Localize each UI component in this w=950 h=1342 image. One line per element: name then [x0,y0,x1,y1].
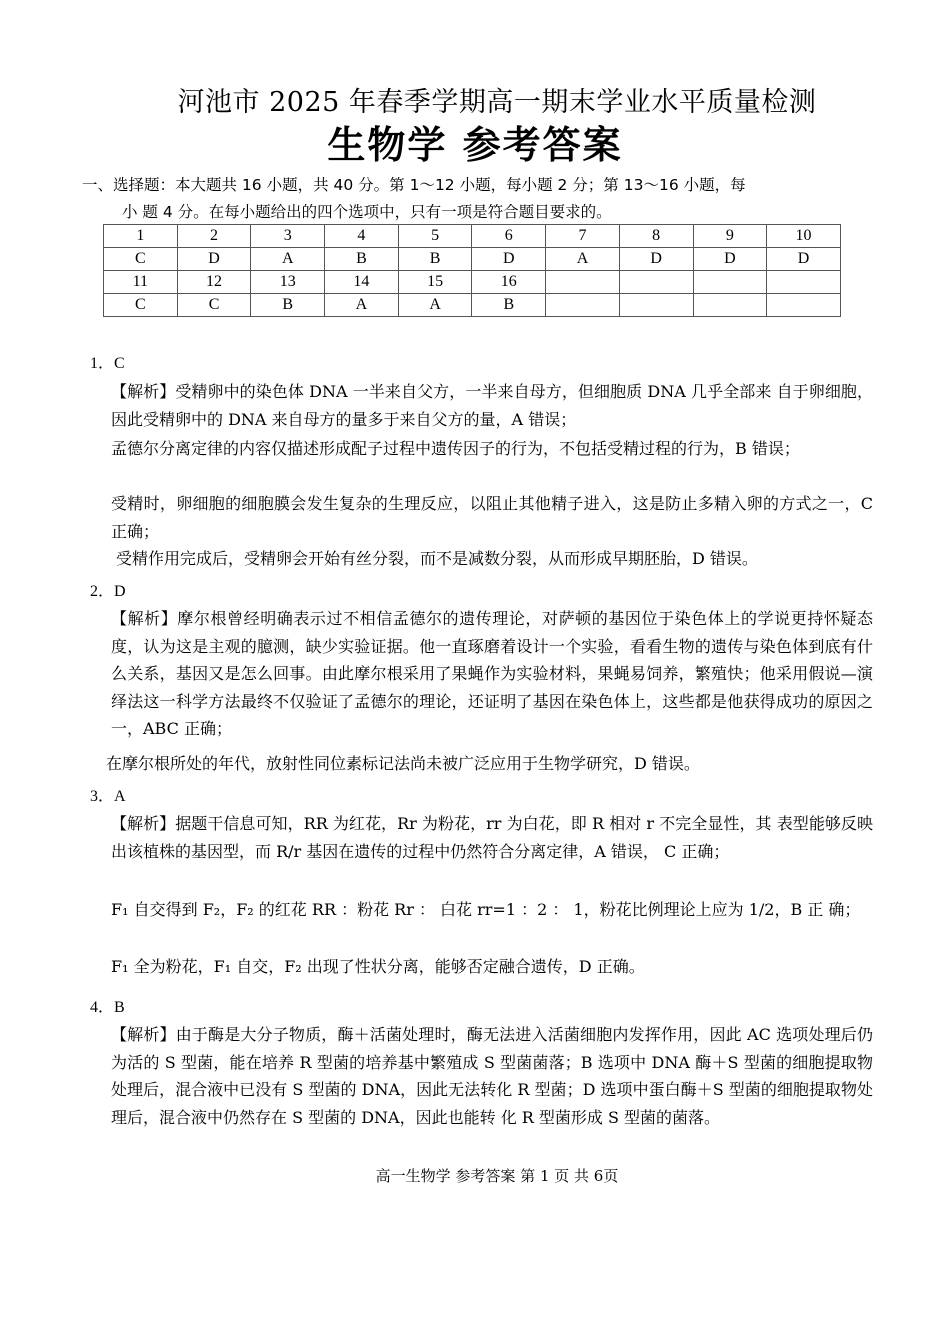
answer-table-cell: D [693,248,767,271]
answer-table-cell: 11 [104,271,178,294]
answer-table-cell: 7 [546,225,620,248]
answer-table-cell: A [251,248,325,271]
answer-table-cell: A [398,294,472,317]
question-1-analysis-3: 受精时，卵细胞的细胞膜会发生复杂的生理反应，以阻止其他精子进入，这是防止多精入卵的方式之一，C 正确； [111,494,873,541]
section-heading-line2: 小 题 4 分。在每小题给出的四个选项中，只有一项是符合题目要求的。 [122,203,612,221]
answer-table-row [104,271,841,294]
question-3-number: 3．A [90,788,126,805]
answer-table-row [104,294,841,317]
answer-table-cell: 14 [325,271,399,294]
question-4-number: 4．B [90,999,125,1016]
answer-table-cell: 13 [251,271,325,294]
answer-table-cell [619,271,693,294]
question-4-analysis-1: 【解析】由于酶是大分子物质，酶＋活菌处理时，酶无法进入活菌细胞内发挥作用，因此 AC 选项处理后仍为活的 S 型菌，能在培养 R 型菌的培养基中繁殖成 S 型菌菌落；B 选项中 DNA 酶＋S 型菌的细胞提取物处理后，混合液中已没有 S 型菌的 DNA，因此无法转化 R 型菌；D 选项中蛋白酶＋S 型菌的细胞提取物处理后，混合液中仍然存在 S 型菌的 DNA，因此也能转 化 R 型菌形成 S 型菌的菌落。 [111,1025,873,1127]
answer-table-cell: 9 [693,225,767,248]
question-1-analysis-4: 受精作用完成后，受精卵会开始有丝分裂，而不是减数分裂，从而形成早期胚胎，D 错误。 [116,549,758,568]
question-2-number: 2．D [90,583,126,600]
answer-table-cell [619,294,693,317]
answer-table-cell: D [767,248,841,271]
question-1-analysis-2: 孟德尔分离定律的内容仅描述形成配子过程中遗传因子的行为，不包括受精过程的行为，B 错误； [111,439,800,458]
page-title: 河池市 2025 年春季学期高一期末学业水平质量检测 [177,87,817,118]
question-3-analysis-2: F₁ 自交得到 F₂，F₂ 的红花 RR ：粉花 Rr ： 白花 rr=1 ：2 ： 1，粉花比例理论上应为 1/2，B 正 确； [111,900,861,919]
answer-table-row [104,225,841,248]
section-heading-line1: 一、选择题：本大题共 16 小题，共 40 分。第 1～12 小题，每小题 2 分；第 13～16 小题，每 [82,176,746,194]
answer-table-cell: 1 [104,225,178,248]
answer-table-cell [693,294,767,317]
question-1-number: 1．C [90,355,125,372]
answer-table-cell: 6 [472,225,546,248]
answer-table [103,224,841,317]
answer-table-cell: 16 [472,271,546,294]
page-subtitle: 生物学 参考答案 [327,123,623,167]
answer-table-cell: B [251,294,325,317]
answer-table-cell [546,271,620,294]
answer-table-cell [546,294,620,317]
answer-table-cell: C [104,248,178,271]
answer-table-cell: 2 [177,225,251,248]
answer-table-cell: 12 [177,271,251,294]
answer-table-cell: 5 [398,225,472,248]
page-footer: 高一生物学 参考答案 第 1 页 共 6页 [375,1167,619,1185]
answer-table-cell: D [177,248,251,271]
answer-table-cell [767,271,841,294]
answer-table-cell: D [619,248,693,271]
answer-table-cell: B [472,294,546,317]
answer-table-cell: C [104,294,178,317]
section-heading [82,172,872,226]
answer-table-cell: B [398,248,472,271]
answer-table-cell [693,271,767,294]
answer-table-cell: 10 [767,225,841,248]
answer-table-cell: 8 [619,225,693,248]
question-2-analysis-1: 【解析】摩尔根曾经明确表示过不相信孟德尔的遗传理论，对萨顿的基因位于染色体上的学说更持怀疑态度，认为这是主观的臆测，缺少实验证据。他一直琢磨着设计一个实验，看看生物的遗传与染色体到底有什么关系，基因又是怎么回事。由此摩尔根采用了果蝇作为实验材料，果蝇易饲养，繁殖快；他采用假说—演绎法这一科学方法最终不仅验证了孟德尔的理论，还证明了基因在染色体上，这些都是他获得成功的原因之一，ABC 正确； [111,609,873,738]
answer-table-cell: B [325,248,399,271]
answer-table-cell: A [546,248,620,271]
answer-table-cell: 15 [398,271,472,294]
question-3-analysis-1: 【解析】据题干信息可知，RR 为红花，Rr 为粉花，rr 为白花，即 R 相对 r 不完全显性，其 表型能够反映出该植株的基因型，而 R/r 基因在遗传的过程中仍然符合分离定律，A 错误， C 正确； [111,814,873,861]
question-2-analysis-2: 在摩尔根所处的年代，放射性同位素标记法尚未被广泛应用于生物学研究，D 错误。 [106,754,700,773]
answer-table-cell: 3 [251,225,325,248]
answer-table-cell: 4 [325,225,399,248]
answer-table-cell [767,294,841,317]
question-1-analysis-1: 【解析】受精卵中的染色体 DNA 一半来自父方，一半来自母方，但细胞质 DNA 几乎全部来 自于卵细胞，因此受精卵中的 DNA 来自母方的量多于来自父方的量，A 错误； [111,382,873,429]
question-3-analysis-3: F₁ 全为粉花，F₁ 自交，F₂ 出现了性状分离，能够否定融合遗传，D 正确。 [111,957,645,976]
answer-table-row [104,248,841,271]
answer-table-cell: D [472,248,546,271]
answer-table-cell: C [177,294,251,317]
answer-table-cell: A [325,294,399,317]
